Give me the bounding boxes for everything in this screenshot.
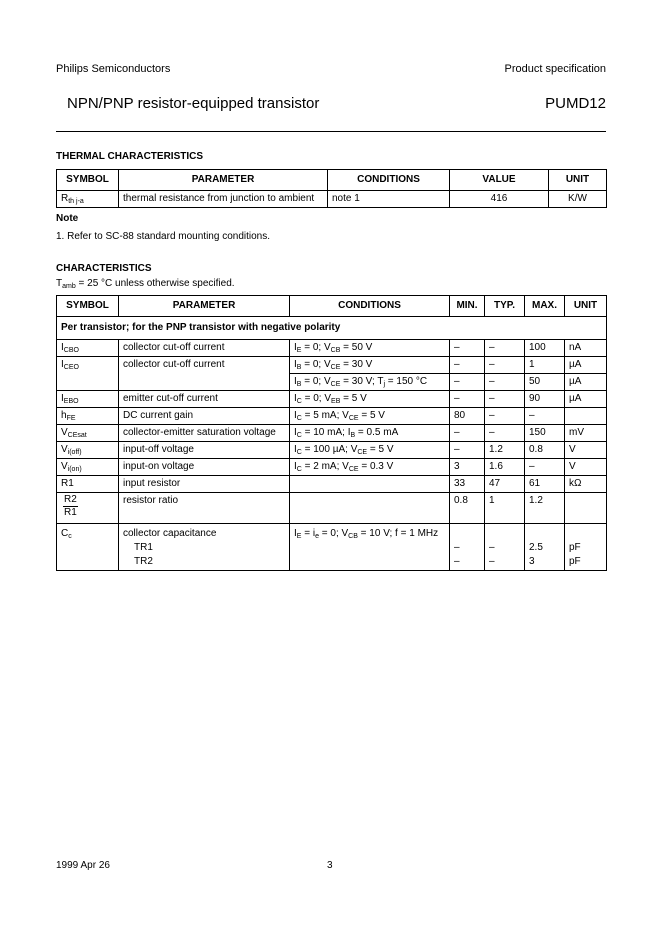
cond-sub: C (296, 398, 302, 405)
symbol-main: I (61, 342, 64, 353)
max-cell: 100 (525, 340, 565, 357)
unit-cell: µA (565, 374, 607, 391)
min-cell: – (450, 374, 485, 391)
symbol-main: R (61, 193, 69, 204)
symbol-cell (57, 391, 119, 408)
thermal-header-row (57, 170, 607, 191)
cond-sub: C (296, 432, 302, 439)
min-cell: – (450, 391, 485, 408)
cond-part: = 0; V (318, 528, 349, 539)
cond-part: = 30 V; T (340, 376, 384, 387)
parameter-cell: input resistor (119, 476, 290, 493)
ratio-fraction (63, 494, 78, 519)
cond-sub: B (296, 381, 302, 388)
cond-part: = 50 V (340, 342, 373, 353)
typ-cell (485, 524, 525, 571)
tr2-min: – (454, 556, 460, 567)
parameter-cell: input-on voltage (119, 459, 290, 476)
intro-text: = 25 °C unless otherwise specified. (75, 278, 235, 289)
min-cell: 0.8 (450, 493, 485, 524)
table-row (57, 191, 607, 208)
typ-cell: – (485, 408, 525, 425)
note-heading: Note (56, 213, 79, 224)
max-cell: 150 (525, 425, 565, 442)
cond-part: = 5 V (367, 444, 394, 455)
max-cell: 61 (525, 476, 565, 493)
cond-part: = 5 mA; V (301, 410, 349, 421)
cond-sub: CE (330, 364, 341, 371)
cond-part: I (294, 359, 297, 370)
characteristics-table (56, 295, 607, 571)
unit-cell: µA (565, 391, 607, 408)
characteristics-intro (56, 278, 235, 289)
parameter-cell: thermal resistance from junction to ambient (119, 191, 328, 208)
min-cell: – (450, 340, 485, 357)
cond-part: = 0; V (301, 359, 331, 370)
cond-part: = 0; V (301, 393, 332, 404)
symbol-main: V (61, 427, 68, 438)
symbol-cell (57, 340, 119, 357)
tr2-label: TR2 (134, 556, 153, 567)
company-name: Philips Semiconductors (56, 63, 171, 75)
parameter-cell: collector cut-off current (119, 357, 290, 391)
parameter-cell: collector cut-off current (119, 340, 290, 357)
unit-cell: kΩ (565, 476, 607, 493)
cond-part: = 2 mA; V (301, 461, 349, 472)
table-row (57, 442, 607, 459)
cond-part: I (294, 528, 297, 539)
max-cell: 1.2 (525, 493, 565, 524)
typ-cell: – (485, 357, 525, 374)
cond-sub: E (296, 533, 302, 540)
symbol-main: h (61, 410, 67, 421)
cond-part: = 0.5 mA (355, 427, 399, 438)
table-row (57, 340, 607, 357)
max-cell: 1 (525, 357, 565, 374)
cond-sub: B (296, 364, 302, 371)
tr1-min: – (454, 542, 460, 553)
col-symbol: SYMBOL (57, 170, 119, 191)
table-row (57, 524, 607, 571)
cond-part: I (294, 342, 297, 353)
tr1-unit: pF (569, 542, 581, 553)
max-cell: – (525, 459, 565, 476)
symbol-main: I (61, 393, 64, 404)
symbol-cell (57, 524, 119, 571)
cond-sub: e (315, 533, 319, 540)
min-cell: – (450, 442, 485, 459)
col-parameter: PARAMETER (119, 170, 328, 191)
table-row (57, 357, 607, 374)
cond-part: = i (301, 528, 316, 539)
conditions-cell (290, 374, 450, 391)
page-number: 3 (327, 860, 333, 871)
symbol-sub: CEO (63, 364, 79, 371)
typ-cell: – (485, 425, 525, 442)
typ-cell: 1.2 (485, 442, 525, 459)
cond-part: = 30 V (340, 359, 373, 370)
cond-part: = 10 mA; I (301, 427, 351, 438)
conditions-cell (290, 357, 450, 374)
table-row (57, 408, 607, 425)
cond-sub: CE (357, 449, 368, 456)
ratio-numerator: R2 (64, 494, 77, 505)
value-cell: 416 (450, 191, 549, 208)
header-divider (56, 131, 606, 132)
cond-part: I (294, 427, 297, 438)
intro-symbol: T (56, 278, 63, 289)
group-title: Per transistor; for the PNP transistor with negative polarity (57, 317, 607, 340)
min-cell: 80 (450, 408, 485, 425)
cond-sub: B (350, 432, 356, 439)
symbol-cell (57, 459, 119, 476)
parameter-cell: DC current gain (119, 408, 290, 425)
min-cell: 3 (450, 459, 485, 476)
symbol-cell (57, 493, 119, 524)
conditions-cell (290, 459, 450, 476)
symbol-cell (57, 408, 119, 425)
symbol-sub: EBO (63, 398, 79, 405)
cond-part: = 10 V; f = 1 MHz (357, 528, 439, 539)
table-row (57, 425, 607, 442)
table-row (57, 459, 607, 476)
parameter-text: collector capacitance (123, 528, 217, 539)
cond-part: = 0.3 V (358, 461, 394, 472)
typ-cell: 47 (485, 476, 525, 493)
conditions-cell (290, 476, 450, 493)
cond-sub: C (296, 449, 302, 456)
conditions-cell (290, 408, 450, 425)
symbol-cell (57, 191, 119, 208)
col-unit: UNIT (549, 170, 607, 191)
symbol-sub: c (68, 533, 72, 540)
col-conditions: CONDITIONS (328, 170, 450, 191)
thermal-heading: THERMAL CHARACTERISTICS (56, 151, 204, 162)
cond-part: = 5 V (340, 393, 367, 404)
symbol-cell (57, 442, 119, 459)
cond-part: = 0; V (301, 376, 331, 387)
unit-cell (565, 408, 607, 425)
tr1-typ: – (489, 542, 495, 553)
min-cell: – (450, 425, 485, 442)
symbol-cell: R1 (57, 476, 119, 493)
symbol-main: I (61, 359, 64, 370)
tr2-unit: pF (569, 556, 581, 567)
unit-cell: µA (565, 357, 607, 374)
conditions-cell (290, 493, 450, 524)
conditions-cell: note 1 (328, 191, 450, 208)
min-cell (450, 524, 485, 571)
cond-sub: j (383, 381, 386, 388)
min-cell: 33 (450, 476, 485, 493)
parameter-cell: emitter cut-off current (119, 391, 290, 408)
parameter-cell: input-off voltage (119, 442, 290, 459)
part-number: PUMD12 (545, 95, 606, 112)
unit-cell (565, 524, 607, 571)
col-symbol: SYMBOL (57, 296, 119, 317)
page-title: NPN/PNP resistor-equipped transistor (67, 95, 320, 112)
cond-sub: EB (331, 398, 341, 405)
symbol-sub: i(off) (67, 449, 82, 456)
cond-sub: CE (330, 381, 341, 388)
max-cell: 0.8 (525, 442, 565, 459)
max-cell (525, 524, 565, 571)
col-parameter: PARAMETER (119, 296, 290, 317)
cond-part: I (294, 376, 297, 387)
cond-part: = 0; V (301, 342, 331, 353)
cond-part: I (294, 461, 297, 472)
document-type: Product specification (504, 63, 606, 75)
cond-sub: CE (348, 415, 359, 422)
thermal-table (56, 169, 607, 208)
cond-part: I (294, 444, 297, 455)
unit-cell: V (565, 442, 607, 459)
group-row (57, 317, 607, 340)
footer-date: 1999 Apr 26 (56, 860, 110, 871)
col-typ: TYP. (485, 296, 525, 317)
unit-cell: K/W (549, 191, 607, 208)
characteristics-header-row (57, 296, 607, 317)
table-row (57, 493, 607, 524)
cond-sub: C (296, 415, 302, 422)
typ-cell: 1 (485, 493, 525, 524)
symbol-main: C (61, 528, 69, 539)
conditions-cell (290, 391, 450, 408)
symbol-sub: CEsat (67, 432, 87, 439)
min-cell: – (450, 357, 485, 374)
table-row (57, 391, 607, 408)
conditions-cell (290, 524, 450, 571)
col-min: MIN. (450, 296, 485, 317)
symbol-sub: th j-a (68, 198, 84, 205)
col-value: VALUE (450, 170, 549, 191)
typ-cell: – (485, 340, 525, 357)
cond-sub: CB (348, 533, 358, 540)
cond-part: = 5 V (358, 410, 385, 421)
typ-cell: 1.6 (485, 459, 525, 476)
tr2-typ: – (489, 556, 495, 567)
note-text: 1. Refer to SC-88 standard mounting conditions. (56, 231, 271, 242)
tr2-max: 3 (529, 556, 535, 567)
tr1-max: 2.5 (529, 542, 543, 553)
table-row (57, 476, 607, 493)
symbol-sub: i(on) (67, 466, 82, 473)
cond-part: I (294, 410, 297, 421)
parameter-cell: resistor ratio (119, 493, 290, 524)
max-cell: 50 (525, 374, 565, 391)
max-cell: – (525, 408, 565, 425)
unit-cell: mV (565, 425, 607, 442)
unit-cell: nA (565, 340, 607, 357)
symbol-cell (57, 425, 119, 442)
symbol-sub: FE (66, 415, 76, 422)
cond-part: = 100 µA; V (301, 444, 358, 455)
max-cell: 90 (525, 391, 565, 408)
symbol-main: V (61, 461, 68, 472)
col-conditions: CONDITIONS (290, 296, 450, 317)
symbol-main: V (61, 444, 68, 455)
intro-sub: amb (62, 283, 76, 290)
typ-cell: – (485, 391, 525, 408)
unit-cell (565, 493, 607, 524)
col-max: MAX. (525, 296, 565, 317)
unit-cell: V (565, 459, 607, 476)
cond-sub: E (296, 347, 302, 354)
col-unit: UNIT (565, 296, 607, 317)
cond-sub: C (296, 466, 302, 473)
cond-part: I (294, 393, 297, 404)
characteristics-heading: CHARACTERISTICS (56, 263, 152, 274)
ratio-denominator: R1 (64, 507, 77, 518)
symbol-sub: CBO (63, 347, 79, 354)
tr1-label: TR1 (134, 542, 153, 553)
cond-sub: CB (330, 347, 341, 354)
parameter-cell (119, 524, 290, 571)
conditions-cell (290, 442, 450, 459)
cond-sub: CE (348, 466, 359, 473)
symbol-cell (57, 357, 119, 391)
cond-part: = 150 °C (385, 376, 428, 387)
typ-cell: – (485, 374, 525, 391)
conditions-cell (290, 425, 450, 442)
conditions-cell (290, 340, 450, 357)
parameter-cell: collector-emitter saturation voltage (119, 425, 290, 442)
